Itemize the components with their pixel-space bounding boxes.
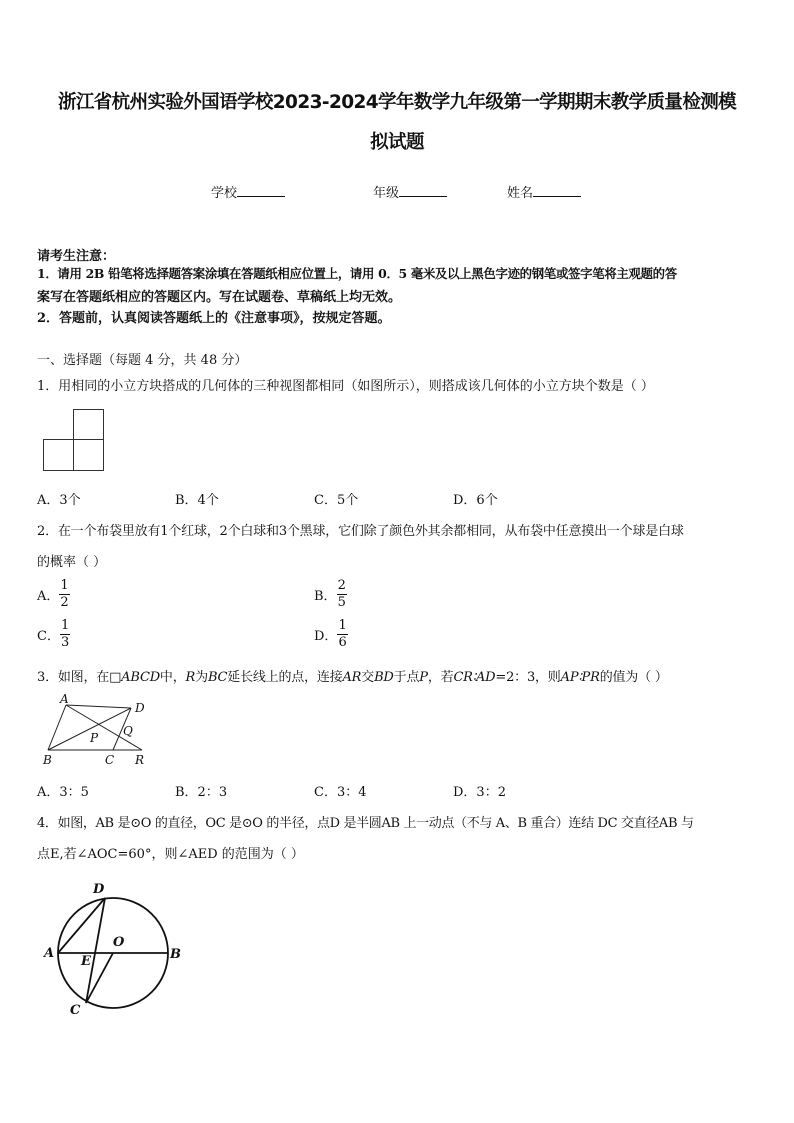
notice-item1-line2: 案写在答题纸相应的答题区内。写在试题卷、草稿纸上均无效。 xyxy=(37,290,402,305)
q3-stem-part: 的值为（ ） xyxy=(599,670,668,685)
q3-stem-var: R xyxy=(185,670,196,685)
q3-label-d: D xyxy=(135,701,145,715)
q2-option-c xyxy=(37,618,70,651)
q3-label-q: Q xyxy=(123,724,133,738)
q3-option-c: C．3：4 xyxy=(314,785,367,800)
q1-square-bottom-right xyxy=(74,440,104,471)
q1-stem: 1．用相同的小立方块搭成的几何体的三种视图都相同（如图所示），则搭成该几何体的小立方块个数是（ ） xyxy=(37,379,654,394)
q3-label-c: C xyxy=(105,753,115,767)
q1-square-top xyxy=(74,410,104,440)
page-title-line1: 浙江省杭州实验外国语学校2023-2024学年数学九年级第一学期期末教学质量检测模 xyxy=(57,92,737,113)
q2-option-a-fraction xyxy=(59,578,69,611)
q4-stem-line2: 点E,若∠AOC=60°，则∠AED 的范围为（ ） xyxy=(37,847,304,862)
q3-stem-part: =2：3，则 xyxy=(495,670,561,685)
q4-stem-line1: 4．如图，AB 是⊙O 的直径，OC 是⊙O 的半径，点D 是半圆AB 上一动点（不与 A、B 重合）连结 DC 交直径AB 与 xyxy=(37,816,694,831)
q1-option-b: B．4个 xyxy=(175,493,219,508)
q2-stem-line1: 2．在一个布袋里放有1个红球，2个白球和3个黑球，它们除了颜色外其余都相同，从布袋中任意摸出一个球是白球 xyxy=(37,524,684,539)
q1-option-c: C．5个 xyxy=(314,493,359,508)
q3-stem-part: 3．如图，在 xyxy=(37,670,110,685)
q2-stem-line2: 的概率（ ） xyxy=(37,555,107,570)
q3-stem-part: ，若 xyxy=(427,670,454,685)
q3-label-p: P xyxy=(90,731,99,745)
q3-stem-var: AR xyxy=(342,670,362,685)
q3-stem-part: 中， xyxy=(159,670,186,685)
school-field xyxy=(211,182,285,201)
q4-label-d: D xyxy=(93,882,105,897)
q2-option-a xyxy=(37,578,70,611)
q2-option-b-num: 2 xyxy=(337,578,346,593)
q2-option-b-den: 5 xyxy=(337,595,346,610)
q3-label-r: R xyxy=(135,753,145,767)
q2-option-c-num: 1 xyxy=(60,618,70,633)
notice-item1-line1: 1．请用 2B 铅笔将选择题答案涂填在答题纸相应位置上，请用 0．5 毫米及以上黑色字迹的钢笔或签字笔将主观题的答 xyxy=(37,266,677,281)
q2-option-b xyxy=(314,578,347,611)
q3-stem-part: 为 xyxy=(195,670,208,685)
page-title-line2: 拟试题 xyxy=(370,132,424,153)
q2-option-d-letter: D． xyxy=(314,629,338,644)
q3-stem-ratio: CR∶AD xyxy=(453,670,496,685)
q1-option-a: A．3个 xyxy=(37,493,81,508)
q2-option-d xyxy=(314,618,348,651)
notice-heading: 请考生注意： xyxy=(37,249,116,264)
q1-figure xyxy=(43,409,107,473)
name-field xyxy=(507,182,581,201)
q3-stem-part: 于点 xyxy=(393,670,420,685)
name-label: 姓名 xyxy=(507,186,534,201)
q2-option-d-fraction xyxy=(337,618,347,651)
q2-option-c-den: 3 xyxy=(60,635,70,650)
q4-circle-figure xyxy=(40,876,190,1022)
q3-stem-var: P xyxy=(419,670,428,685)
q3-stem-ratio: AP∶PR xyxy=(560,670,600,685)
section-heading: 一、选择题（每题 4 分，共 48 分） xyxy=(37,353,248,368)
q2-option-b-letter: B． xyxy=(314,589,337,604)
q3-label-b: B xyxy=(43,753,52,767)
q2-option-a-num: 1 xyxy=(60,578,69,593)
q4-label-e: E xyxy=(81,954,91,969)
q3-stem-parallelogram: □ABCD xyxy=(109,670,160,685)
q4-label-a: A xyxy=(44,946,55,961)
q2-option-a-letter: A． xyxy=(37,589,60,604)
q3-option-a: A．3：5 xyxy=(37,785,89,800)
q4-label-b: B xyxy=(170,947,181,962)
q4-label-c: C xyxy=(70,1003,81,1018)
q4-label-o: O xyxy=(113,935,125,950)
q3-stem-var: BD xyxy=(374,670,394,685)
notice-item2: 2．答题前，认真阅读答题纸上的《注意事项》，按规定答题。 xyxy=(37,311,391,326)
q3-stem-part: 交 xyxy=(361,670,375,685)
name-blank xyxy=(533,184,581,197)
q3-stem-part: 延长线上的点，连接 xyxy=(227,670,343,685)
q2-option-d-den: 6 xyxy=(338,635,347,650)
grade-label: 年级 xyxy=(373,186,400,201)
school-blank xyxy=(237,184,285,197)
school-label: 学校 xyxy=(211,186,238,201)
q3-stem-var: BC xyxy=(207,670,228,685)
q2-option-c-letter: C． xyxy=(37,629,60,644)
q3-stem xyxy=(37,666,668,685)
q3-parallelogram-figure xyxy=(38,693,158,769)
q2-option-d-num: 1 xyxy=(338,618,347,633)
q2-option-a-den: 2 xyxy=(60,595,69,610)
q3-option-d: D．3：2 xyxy=(453,785,506,800)
grade-blank xyxy=(399,184,447,197)
q3-option-b: B．2：3 xyxy=(175,785,228,800)
q1-option-d: D．6个 xyxy=(453,493,498,508)
grade-field xyxy=(373,182,447,201)
q3-label-a: A xyxy=(60,693,69,706)
q2-option-b-fraction xyxy=(337,578,347,611)
q2-option-c-fraction xyxy=(60,618,70,651)
q1-square-bottom-left xyxy=(44,440,74,471)
